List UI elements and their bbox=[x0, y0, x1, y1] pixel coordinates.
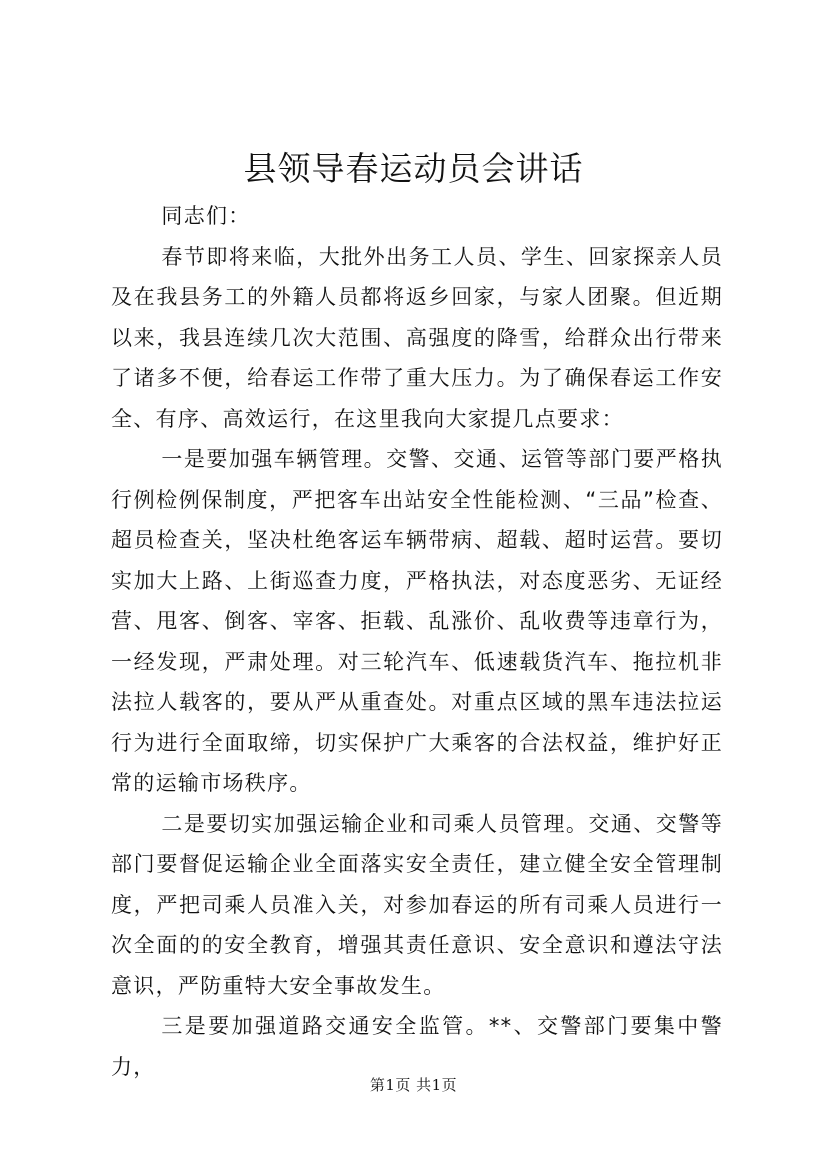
document-body bbox=[111, 196, 723, 1087]
page-footer: 第1页 共1页 bbox=[369, 1076, 458, 1094]
document-title: 县领导春运动员会讲话 bbox=[243, 149, 584, 188]
greeting: 同志们： bbox=[161, 204, 251, 228]
paragraph-intro: 春节即将来临，大批外出务工人员、学生、回家探亲人员及在我县务工的外籍人员都将返乡回家，与家人团聚。但近期以来，我县连续几次大范围、高强度的降雪，给群众出行带来了诸多不便，给春运工作带了重大压力。为了确保春运工作安全、有序、高效运行，在这里我向大家提几点要求： bbox=[111, 244, 723, 431]
paragraph-enterprise-management: 二是要切实加强运输企业和司乘人员管理。交通、交警等部门要督促运输企业全面落实安全责任，建立健全安全管理制度，严把司乘人员准入关，对参加春运的所有司乘人员进行一次全面的的安全教育，增强其责任意识、安全意识和遵法守法意识，严防重特大安全事故发生。 bbox=[111, 811, 723, 998]
paragraph-vehicle-management: 一是要加强车辆管理。交警、交通、运管等部门要严格执行例检例保制度，严把客车出站安全性能检测、“三品”检查、超员检查关，坚决杜绝客运车辆带病、超载、超时运营。要切实加大上路、上街巡查力度，严格执法，对态度恶劣、无证经营、甩客、倒客、宰客、拒载、乱涨价、乱收费等违章行为，一经发现，严肃处理。对三轮汽车、低速载货汽车、拖拉机非法拉人载客的，要从严从重查处。对重点区域的黑车违法拉运行为进行全面取缔，切实保护广大乘客的合法权益，维护好正常的运输市场秩序。 bbox=[111, 447, 723, 795]
paragraph-road-safety: 三是要加强道路交通安全监管。**、交警部门要集中警力， bbox=[111, 1014, 723, 1079]
